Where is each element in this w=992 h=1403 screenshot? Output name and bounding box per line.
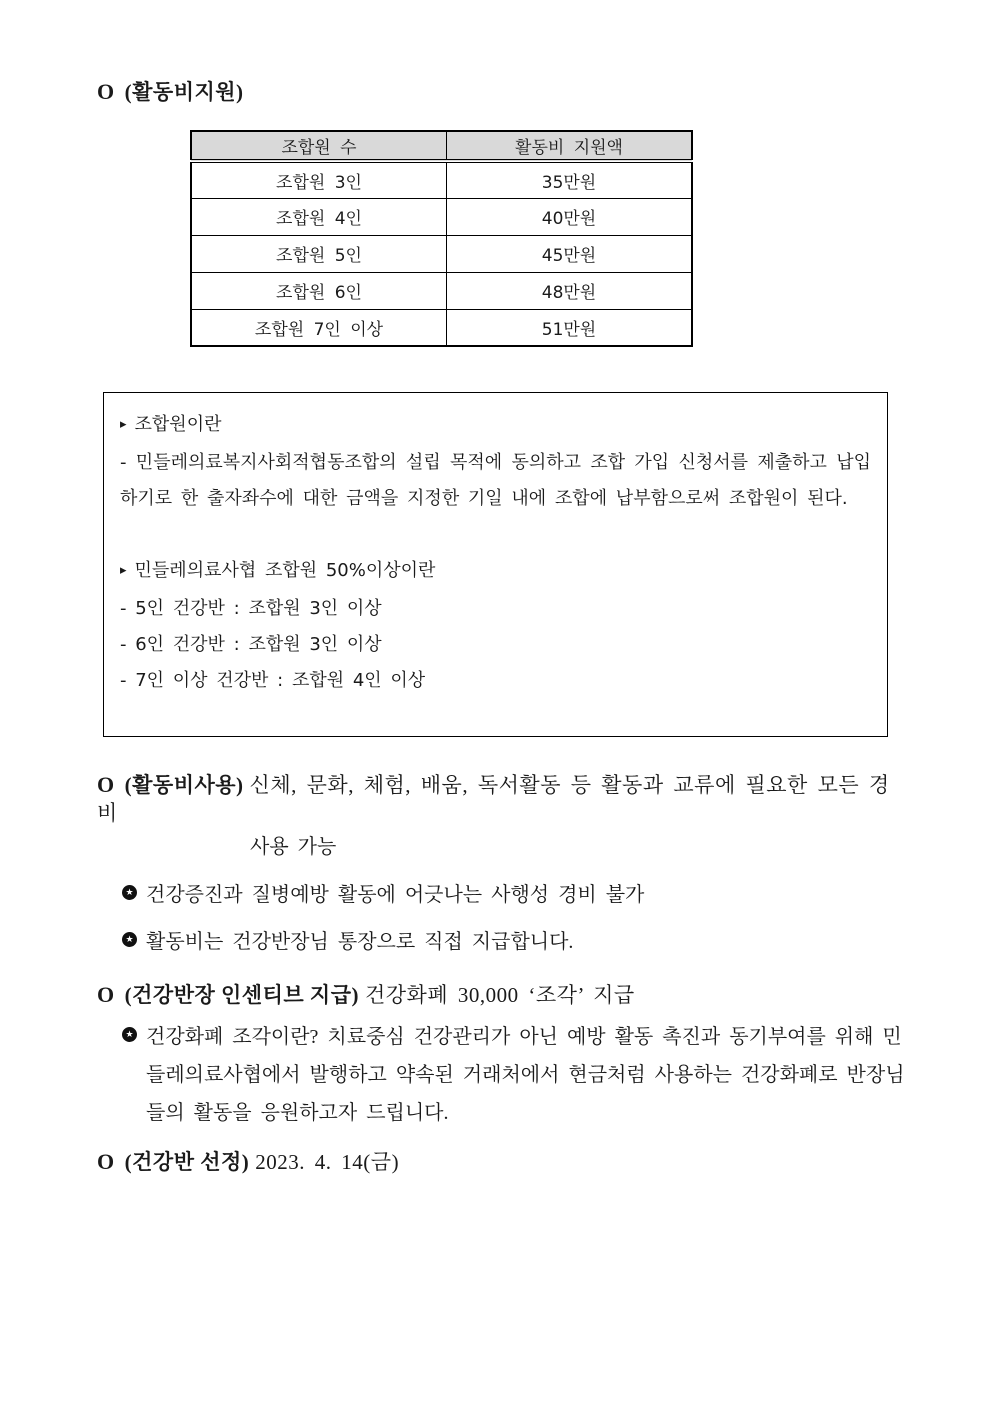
cell-member-count: 조합원 3인 [191, 161, 447, 198]
section-text-continued: 사용 가능 [250, 836, 337, 858]
box-subheading-member [120, 407, 871, 445]
section-selection-heading [97, 1148, 905, 1176]
usage-bullet-direct-payment [97, 923, 905, 961]
star-bullet-icon: ★ [122, 885, 137, 900]
section-activity-support-heading [97, 78, 905, 106]
cell-member-count: 조합원 4인 [191, 198, 447, 235]
section-marker: O [97, 79, 115, 104]
arrow-bullet-icon: ▸ [120, 563, 127, 578]
cell-member-count: 조합원 7인 이상 [191, 309, 447, 346]
star-bullet-icon: ★ [122, 932, 137, 947]
section-text: 2023. 4. 14(금) [255, 1150, 400, 1174]
box-subheading-text: 조합원이란 [134, 414, 222, 435]
section-marker: O [97, 1149, 115, 1174]
box-line-6-members: - 6인 건강반 : 조합원 3인 이상 [120, 634, 382, 655]
box-line-5-members: - 5인 건강반 : 조합원 3인 이상 [120, 598, 382, 619]
column-header-support-amount: 활동비 지원액 [447, 131, 693, 161]
box-paragraph-member-definition: - 민들레의료복지사회적협동조합의 설립 목적에 동의하고 조합 가입 신청서를 제출하고 납입하기로 한 출자좌수에 대한 금액을 지정한 기일 내에 조합에 납부함으로써 조합원이 된다. [120, 452, 871, 509]
table-row [191, 309, 692, 346]
cell-support-amount: 40만원 [447, 198, 693, 235]
usage-bullet-no-gambling [97, 876, 905, 914]
bullet-text: 건강증진과 질병예방 활동에 어긋나는 사행성 경비 불가 [146, 884, 645, 906]
section-incentive-heading [97, 981, 905, 1009]
column-header-member-count: 조합원 수 [191, 131, 447, 161]
section-marker: O [97, 772, 115, 797]
cell-support-amount: 51만원 [447, 309, 693, 346]
cell-support-amount: 48만원 [447, 272, 693, 309]
table-header-row [191, 131, 692, 161]
cell-support-amount: 45만원 [447, 235, 693, 272]
member-definition-box [103, 392, 888, 737]
section-activity-usage-heading [97, 771, 905, 827]
table-row [191, 235, 692, 272]
box-line-7-members: - 7인 이상 건강반 : 조합원 4인 이상 [120, 670, 426, 691]
cell-support-amount: 35만원 [447, 161, 693, 198]
section-text: 신체, 문화, 체험, 배움, 독서활동 등 활동과 교류에 필요한 모든 경비 [97, 773, 890, 825]
table-row [191, 272, 692, 309]
section-marker: O [97, 982, 115, 1007]
box-subheading-fifty-percent [120, 553, 871, 591]
section-title: (건강반 선정) [124, 1150, 250, 1174]
box-subheading-text: 민들레의료사협 조합원 50%이상이란 [134, 560, 436, 581]
table-row [191, 198, 692, 235]
cell-member-count: 조합원 5인 [191, 235, 447, 272]
box-spacer [120, 517, 871, 553]
star-bullet-icon: ★ [122, 1027, 137, 1042]
section-text: 건강화폐 30,000 ‘조각’ 지급 [364, 983, 635, 1007]
section-title: (건강반장 인센티브 지급) [124, 983, 359, 1007]
bullet-text: 건강화폐 조각이란? 치료중심 건강관리가 아닌 예방 활동 촉진과 동기부여를 위해 민들레의료사협에서 발행하고 약속된 거래처에서 현금처럼 사용하는 건강화폐로 반장님들의 활동을 응원하고자 드립니다. [146, 1026, 905, 1124]
section-title: (활동비사용) [124, 773, 244, 797]
table-row [191, 161, 692, 198]
cell-member-count: 조합원 6인 [191, 272, 447, 309]
incentive-bullet-explanation [97, 1018, 905, 1132]
activity-support-table [190, 130, 693, 347]
section-title: (활동비지원) [124, 80, 244, 104]
arrow-bullet-icon: ▸ [120, 417, 127, 432]
bullet-text: 활동비는 건강반장님 통장으로 직접 지급합니다. [146, 931, 574, 953]
